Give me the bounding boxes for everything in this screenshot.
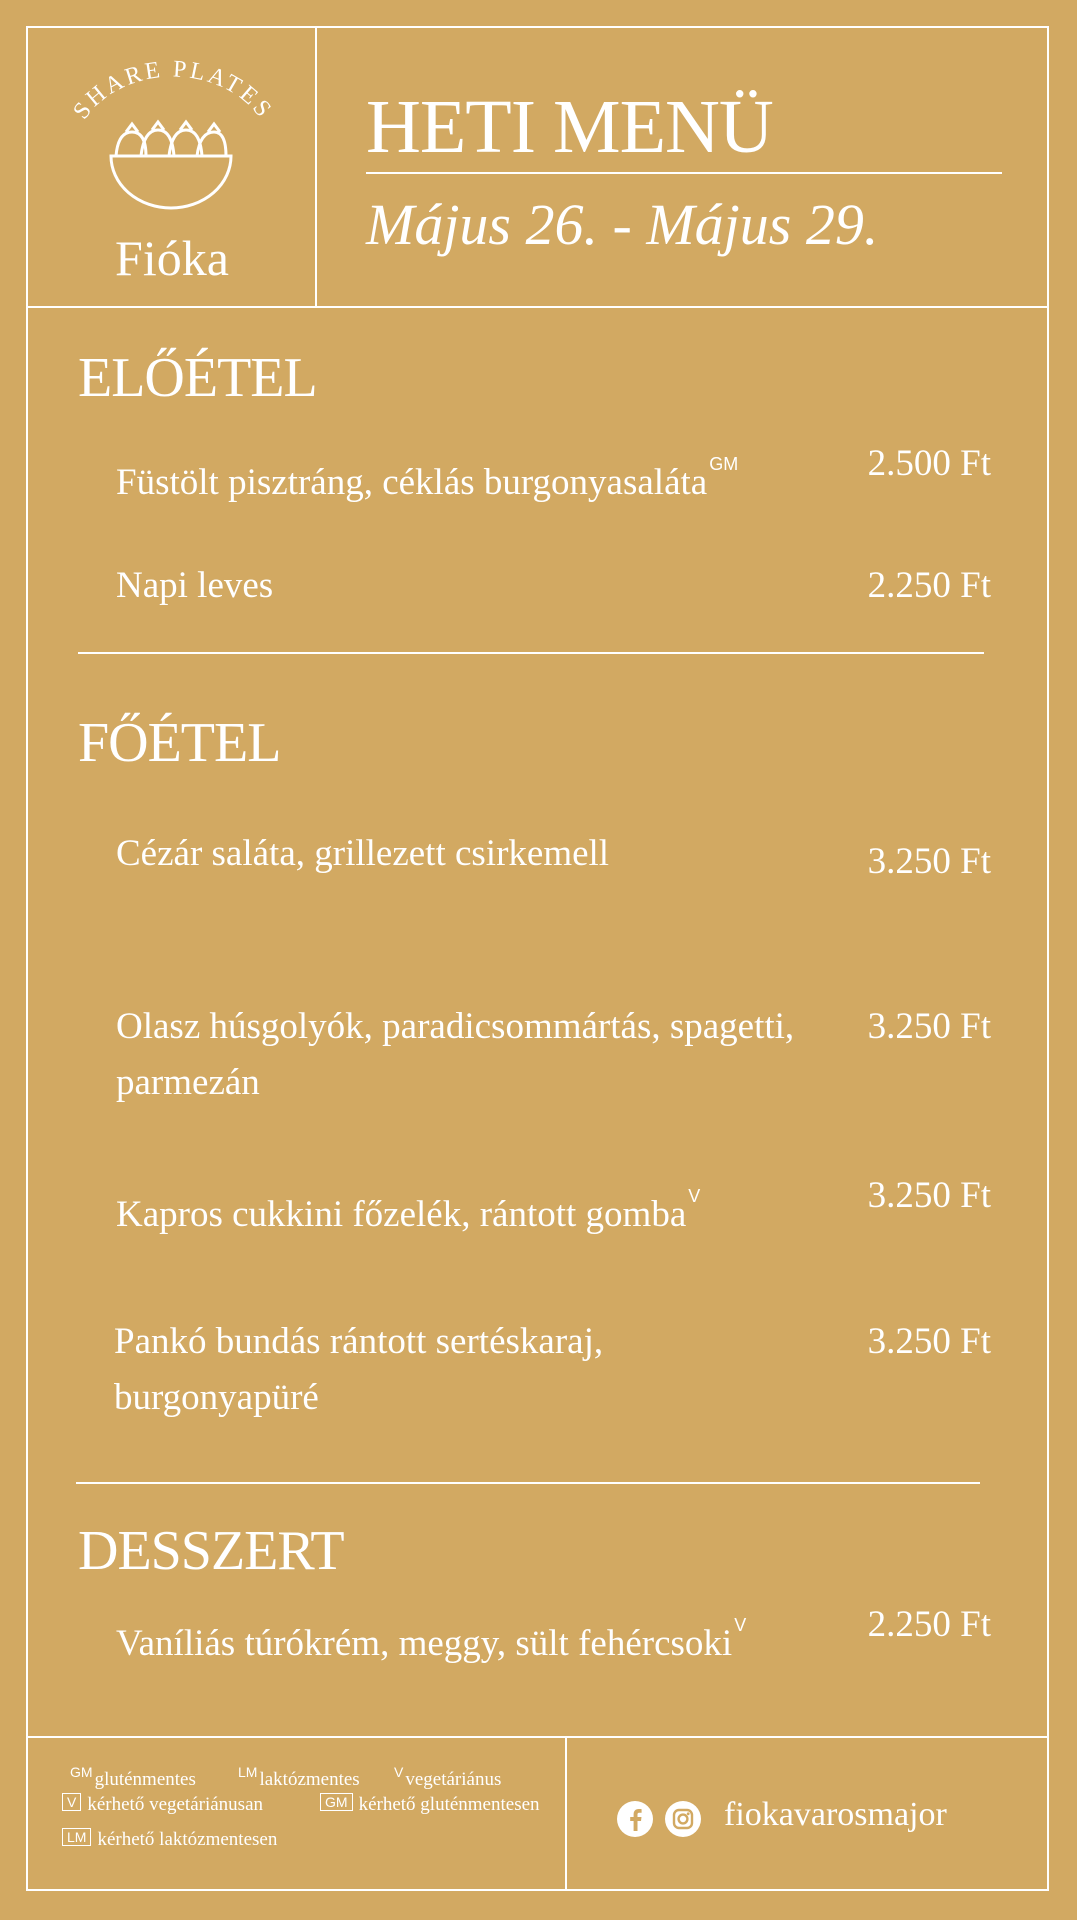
legend-gm-box: GM: [320, 1793, 353, 1811]
legend-gluten-free: [70, 1760, 196, 1792]
legend-lm-on-request: [62, 1828, 277, 1852]
item-tag: V: [734, 1615, 747, 1635]
share-plates-bowl-icon: [28, 28, 316, 228]
title-underline: [366, 172, 1002, 174]
legend-gm-box-label: kérhető gluténmentesen: [358, 1794, 540, 1815]
legend-v-box-label: kérhető vegetáriánusan: [87, 1794, 264, 1815]
page-title: HETI MENÜ: [366, 85, 773, 169]
logo: [28, 28, 316, 306]
svg-text:SHARE PLATES: [68, 56, 277, 124]
legend-vegetarian: [394, 1760, 501, 1792]
footer-divider-horizontal: [28, 1736, 1049, 1738]
section-title-eloetel: ELŐÉTEL: [78, 347, 317, 409]
item-price: 2.500 Ft: [867, 443, 991, 484]
legend-lm-box: LM: [62, 1828, 91, 1846]
footer-divider-vertical: [565, 1736, 567, 1890]
item-tag: GM: [709, 454, 739, 474]
item-price: 3.250 Ft: [867, 1006, 991, 1047]
date-range: Május 26. - Május 29.: [366, 192, 879, 257]
section-divider-1: [78, 652, 984, 654]
item-name: Cézár saláta, grillezett csirkemell: [116, 833, 610, 874]
item-price: 3.250 Ft: [867, 1175, 991, 1216]
item-price: 2.250 Ft: [867, 565, 991, 606]
item-price: 3.250 Ft: [867, 841, 991, 882]
logo-arc-text: SHARE PLATES: [68, 56, 278, 125]
legend-v-mark: V: [394, 1764, 404, 1780]
legend-v-on-request: [62, 1793, 263, 1817]
item-name: Olasz húsgolyók, paradicsommártás, spagetti, parmezán: [116, 1006, 795, 1103]
legend-lactose-free: [238, 1760, 360, 1792]
legend-gm-mark: GM: [70, 1764, 93, 1780]
item-name: Napi leves: [116, 565, 274, 606]
item-name: Füstölt pisztráng, céklás burgonyasaláta: [116, 462, 708, 503]
section-divider-2: [76, 1482, 980, 1484]
section-title-desszert: DESSZERT: [78, 1520, 344, 1582]
legend-gm-label: gluténmentes: [94, 1769, 196, 1790]
instagram-icon[interactable]: [664, 1800, 702, 1838]
legend-v-label: vegetáriánus: [405, 1769, 502, 1790]
header-divider-horizontal: [28, 306, 1049, 308]
legend-lm-mark: LM: [238, 1764, 258, 1780]
brand-name: Fióka: [115, 230, 229, 286]
item-name: Pankó bundás rántott sertéskaraj, burgonyapüré: [114, 1321, 604, 1418]
item-name: Kapros cukkini főzelék, rántott gomba: [116, 1194, 687, 1235]
legend-lm-box-label: kérhető laktózmentesen: [97, 1829, 278, 1850]
item-name: Vaníliás túrókrém, meggy, sült fehércsoki: [116, 1623, 733, 1664]
legend-v-box: V: [62, 1793, 81, 1811]
facebook-icon[interactable]: [616, 1800, 654, 1838]
item-price: 2.250 Ft: [867, 1604, 991, 1645]
item-price: 3.250 Ft: [867, 1321, 991, 1362]
legend-gm-on-request: [320, 1793, 540, 1817]
item-tag: V: [688, 1186, 701, 1206]
section-title-foetel: FŐÉTEL: [78, 712, 281, 774]
social-handle[interactable]: fiokavarosmajor: [724, 1796, 947, 1833]
legend-lm-label: laktózmentes: [259, 1769, 360, 1790]
